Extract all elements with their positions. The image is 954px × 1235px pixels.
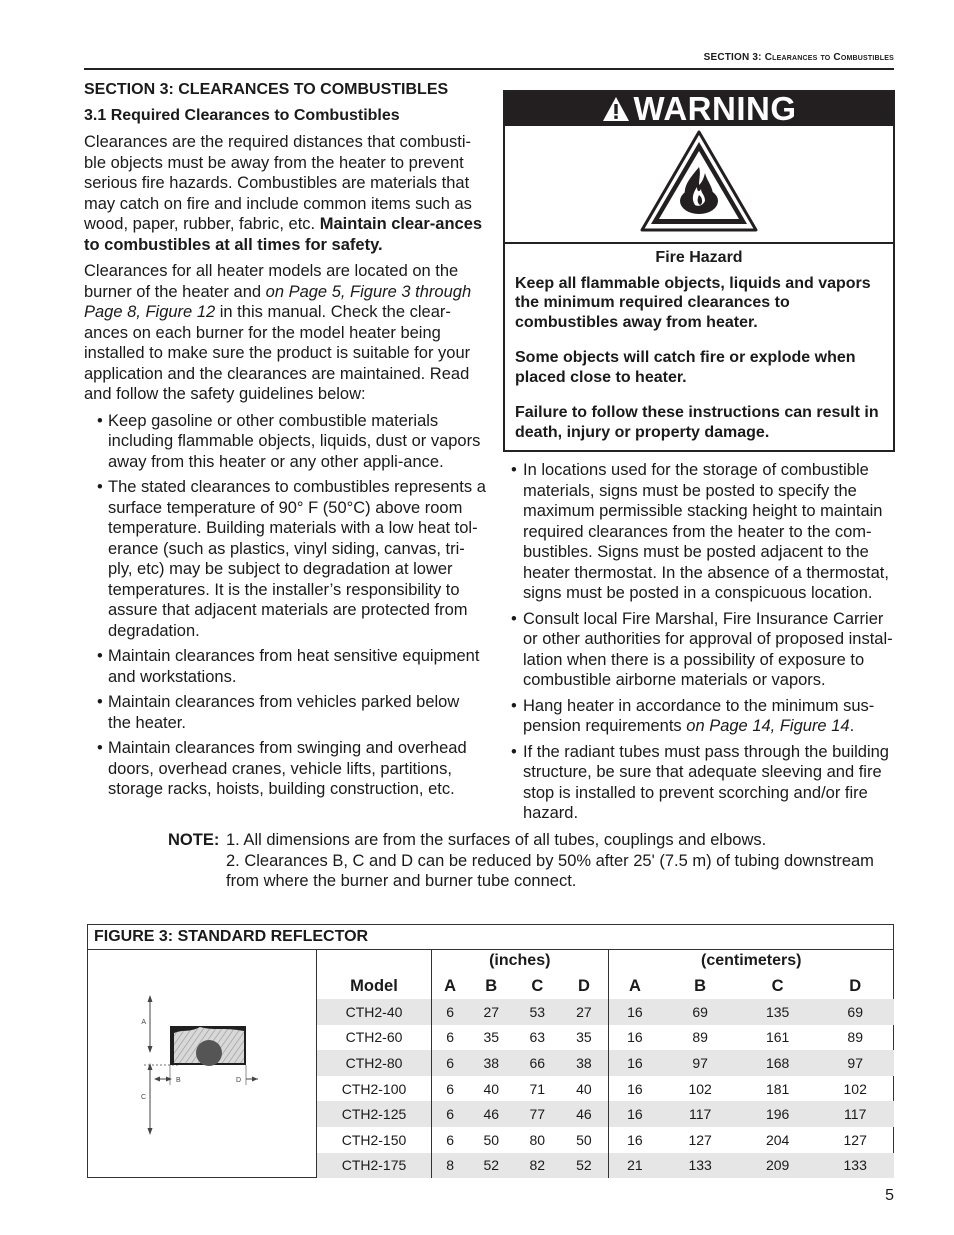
value-cell: 168 <box>739 1050 817 1076</box>
clearances-paragraph <box>84 261 486 405</box>
value-cell: 27 <box>468 999 514 1025</box>
value-cell: 38 <box>560 1050 608 1076</box>
model-cell: CTH2-80 <box>317 1050 432 1076</box>
running-header <box>704 52 894 63</box>
table-row <box>317 1153 895 1179</box>
value-cell: 133 <box>816 1153 894 1179</box>
table-row <box>317 1050 895 1076</box>
running-header-section: SECTION 3: <box>703 52 762 63</box>
reflector-clearance-diagram <box>88 949 317 1178</box>
note-block <box>168 830 908 892</box>
label-c: C <box>140 1094 146 1101</box>
value-cell: 16 <box>608 1025 661 1051</box>
col-b-in: B <box>485 976 498 995</box>
col-model: Model <box>317 973 432 999</box>
value-cell: 102 <box>688 1080 712 1097</box>
list-item: • In locations used for the storage of combustible materials, signs must be posted to specify the maximum permissible stacking height to maintain required clearances from the heater to the com-bustibles. Signs must be posted adjacent to the heater thermostat. In the absence of a thermostat, signs must be posted in a conspicuous location. <box>511 461 889 602</box>
value-cell: 66 <box>514 1050 560 1076</box>
col-d-in: D <box>577 976 590 995</box>
value-cell: 69 <box>816 999 894 1025</box>
value-cell: 196 <box>739 1101 817 1127</box>
warning-body <box>505 244 893 450</box>
col-a-cm: A <box>608 973 661 999</box>
value-cell: 35 <box>483 1029 500 1046</box>
right-column <box>503 90 895 829</box>
value-cell: 16 <box>608 1050 661 1076</box>
value-cell: 27 <box>560 999 608 1025</box>
safety-guidelines-list <box>84 411 486 800</box>
value-cell: 97 <box>661 1050 739 1076</box>
warning-header <box>505 89 893 127</box>
list-item: • Keep gasoline or other combustible materials including flammable objects, liquids, dust or vapors away from this heater or any other appli-ance. <box>97 411 481 471</box>
value-cell: 161 <box>765 1029 790 1046</box>
intro-text: Clearances are the required distances that combusti-ble objects must be away from the heater to prevent serious fire hazards. Combustibles are materials that may catch on fire and include common items such as wood, paper, rubber, fabric, etc. <box>84 133 472 233</box>
fire-hazard-icon <box>639 129 759 239</box>
value-cell: 71 <box>529 1080 546 1097</box>
value-cell: 21 <box>608 1153 661 1179</box>
warning-label: WARNING <box>633 89 797 127</box>
value-cell: 16 <box>608 1076 661 1102</box>
value-cell: 53 <box>514 999 560 1025</box>
model-cell: CTH2-100 <box>317 1076 432 1102</box>
value-cell: 77 <box>514 1101 560 1127</box>
table-body <box>317 999 895 1178</box>
fire-hazard-pictogram <box>505 126 893 244</box>
figure-standard-reflector <box>87 924 894 1178</box>
value-cell: 6 <box>432 1101 469 1127</box>
note-line-1: 1. All dimensions are from the surfaces of all tubes, couplings and elbows. <box>226 831 767 849</box>
value-cell: 117 <box>661 1101 739 1127</box>
value-cell: 127 <box>688 1131 712 1148</box>
warning-line: Keep all flammable objects, liquids and vapors the minimum required clearances to combustibles away from heater. <box>515 274 871 331</box>
value-cell: 52 <box>560 1153 608 1179</box>
value-cell: 46 <box>468 1101 514 1127</box>
value-cell: 46 <box>560 1101 608 1127</box>
clearances-text-a: Clearances for all heater models are located on the burner of the heater and <box>84 262 459 301</box>
model-cell: CTH2-40 <box>317 999 432 1025</box>
value-cell: 6 <box>432 1076 469 1102</box>
table-row <box>317 1127 895 1153</box>
col-a-in: A <box>432 973 469 999</box>
col-c-in: C <box>531 976 544 995</box>
value-cell: 127 <box>843 1131 867 1148</box>
warning-triangle-icon <box>602 96 630 122</box>
value-cell: 35 <box>576 1029 592 1046</box>
value-cell: 133 <box>661 1153 739 1179</box>
value-cell: 40 <box>483 1080 500 1097</box>
value-cell: 50 <box>483 1131 500 1148</box>
list-item: • Maintain clearances from swinging and overhead doors, overhead cranes, vehicle lifts, partitions, storage racks, hoists, building construction, etc. <box>97 739 467 798</box>
value-cell: 6 <box>432 1127 469 1153</box>
model-cell: CTH2-125 <box>317 1101 432 1127</box>
model-cell: CTH2-175 <box>317 1153 432 1179</box>
warning-title: Fire Hazard <box>655 249 743 266</box>
value-cell: 181 <box>765 1080 790 1097</box>
value-cell: 16 <box>608 1127 661 1153</box>
storage-guidelines-list <box>503 460 895 824</box>
figure-title: FIGURE 3: STANDARD REFLECTOR <box>88 925 893 950</box>
value-cell: 50 <box>576 1131 592 1148</box>
value-cell: 63 <box>529 1029 546 1046</box>
value-cell: 89 <box>692 1029 708 1046</box>
value-cell: 16 <box>608 1101 661 1127</box>
value-cell: 89 <box>847 1029 863 1046</box>
clearances-text-b: in this manual. Check the clear-ances on each burner for the model heater being installed to make sure the product is suitable for your application and the clearances are maintained. Read and follow the safety guidelines below: <box>84 303 471 403</box>
label-b: B <box>176 1077 181 1084</box>
clearance-table <box>316 949 894 1178</box>
list-item: • Maintain clearances from heat sensitive equipment and workstations. <box>97 647 480 686</box>
unit-centimeters: (centimeters) <box>608 949 894 973</box>
col-b-cm: B <box>694 976 707 995</box>
value-cell: 69 <box>661 999 739 1025</box>
value-cell: 97 <box>816 1050 894 1076</box>
running-header-title: Clearances to Combustibles <box>764 52 894 63</box>
list-item: • Hang heater in accordance to the minimum sus-pension requirements on Page 14, Figure 14. <box>511 696 875 735</box>
note-label: NOTE: <box>168 831 220 849</box>
label-a: A <box>141 1019 146 1026</box>
value-cell: 102 <box>843 1080 867 1097</box>
unit-inches: (inches) <box>432 949 609 973</box>
table-row <box>317 1101 895 1127</box>
value-cell: 209 <box>739 1153 817 1179</box>
value-cell: 80 <box>529 1131 546 1148</box>
model-cell: CTH2-150 <box>317 1127 432 1153</box>
value-cell: 6 <box>432 999 469 1025</box>
warning-line: Some objects will catch fire or explode when placed close to heater. <box>515 349 856 386</box>
section-heading: SECTION 3: CLEARANCES TO COMBUSTIBLES <box>84 81 449 98</box>
value-cell: 16 <box>608 999 661 1025</box>
warning-box <box>503 90 895 452</box>
value-cell: 6 <box>432 1050 469 1076</box>
page-reference: on Page 14, Figure 14 <box>686 717 850 735</box>
list-item: • If the radiant tubes must pass through the building structure, be sure that adequate sleeving and fire stop is installed to prevent scorching and/or fire hazard. <box>511 742 889 822</box>
table-row <box>317 1025 895 1051</box>
value-cell: 6 <box>432 1025 469 1051</box>
value-cell: 38 <box>468 1050 514 1076</box>
value-cell: 82 <box>514 1153 560 1179</box>
table-corner <box>317 949 432 973</box>
figure-reference: on Page 5, Figure 3 through Page 8, Figure 12 <box>84 282 472 321</box>
list-item: • Consult local Fire Marshal, Fire Insurance Carrier or other authorities for approval of proposed instal-lation when there is a possibility of exposure to combustible airborne materials or vapors. <box>511 609 893 689</box>
value-cell: 135 <box>739 999 817 1025</box>
intro-paragraph <box>84 132 486 255</box>
list-item: • The stated clearances to combustibles represents a surface temperature of 90° F (50°C) above room temperature. Building materials with a low heat tol-erance (such as plastics, vinyl siding, canvas, tri-ply, etc) may be subject to degradation at lower temperatures. It is the installer’s responsibility to assure that adjacent materials are protected from degradation. <box>97 478 486 640</box>
page-number: 5 <box>885 1187 894 1204</box>
value-cell: 52 <box>468 1153 514 1179</box>
left-column <box>84 80 486 805</box>
table-row <box>317 1076 895 1102</box>
value-cell: 204 <box>765 1131 790 1148</box>
subsection-heading: 3.1 Required Clearances to Combustibles <box>84 107 400 124</box>
value-cell: 117 <box>816 1101 894 1127</box>
model-cell: CTH2-60 <box>317 1025 432 1051</box>
note-line-2: 2. Clearances B, C and D can be reduced by 50% after 25' (7.5 m) of tubing downstream from where the burner and burner tube connect. <box>226 851 874 890</box>
value-cell: 40 <box>576 1080 592 1097</box>
list-item: • Maintain clearances from vehicles parked below the heater. <box>97 693 460 732</box>
warning-line: Failure to follow these instructions can result in death, injury or property damage. <box>515 404 879 441</box>
col-d-cm: D <box>849 976 862 995</box>
intro-bold-text: Maintain clear-ances to combustibles at all times for safety. <box>84 215 483 254</box>
col-c-cm: C <box>771 976 784 995</box>
value-cell: 8 <box>432 1153 469 1179</box>
table-row <box>317 999 895 1025</box>
header-rule <box>84 68 894 70</box>
label-d: D <box>236 1077 242 1084</box>
